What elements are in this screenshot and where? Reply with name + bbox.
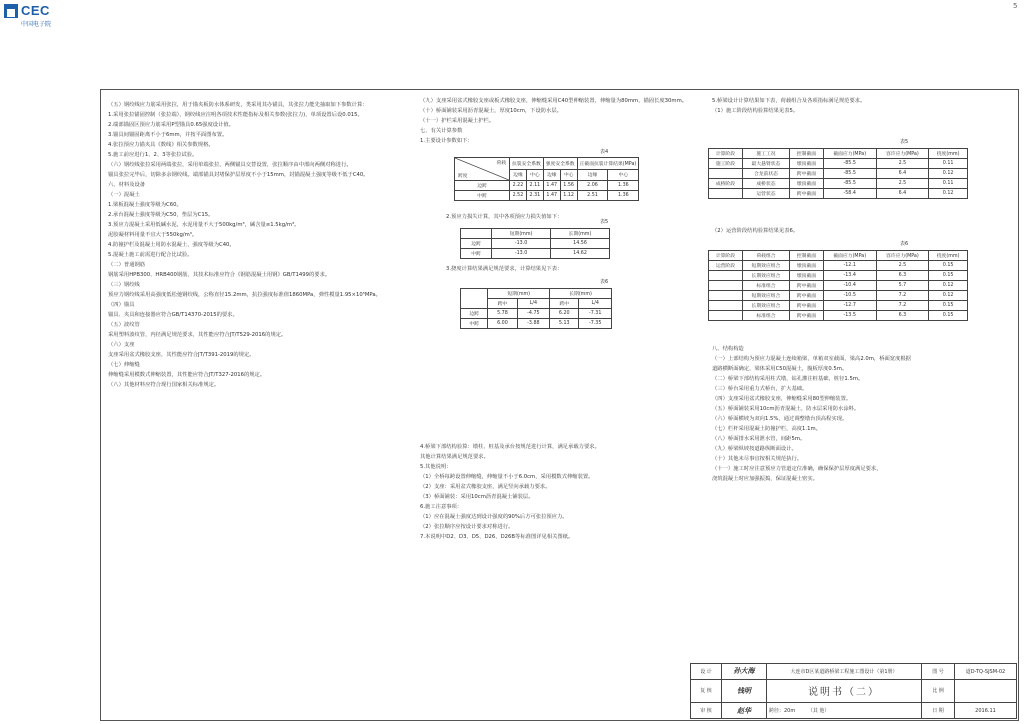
label-review: 审 核 bbox=[691, 703, 722, 719]
table-cell: -85.5 bbox=[823, 179, 876, 189]
table-cell bbox=[709, 189, 743, 199]
text-line: （十一）护栏采用混凝土护栏。 bbox=[420, 118, 495, 124]
table-cell: -13.5 bbox=[823, 311, 876, 321]
text-line: （三）钢绞线 bbox=[108, 282, 140, 288]
table-cell: 长期效应组合 bbox=[742, 301, 789, 311]
signature-checker: 钱明 bbox=[722, 679, 767, 702]
table-header-cell: 长期(mm) bbox=[551, 229, 610, 239]
header-strength-safety: 强度安全系数 bbox=[543, 158, 577, 170]
text-line: （五）桥面铺装采用10cm沥青混凝土，防水层采用防水涂料。 bbox=[712, 406, 860, 412]
text-line: （三）桥台采用重力式桥台，扩大基础。 bbox=[712, 386, 808, 392]
table-cell: 14.62 bbox=[551, 249, 610, 259]
table-cell: 最大悬臂状态 bbox=[742, 159, 789, 169]
table-cell: 0.11 bbox=[929, 159, 968, 169]
table-cell: 6.3 bbox=[876, 311, 929, 321]
span-length: 跨径：20m bbox=[769, 708, 796, 715]
table-row bbox=[709, 301, 968, 311]
table-cell: 6.3 bbox=[876, 271, 929, 281]
table-row bbox=[461, 319, 612, 329]
table-7-caption: 表5 bbox=[900, 139, 909, 145]
title-block bbox=[690, 663, 1017, 719]
table-cell: 0.12 bbox=[929, 189, 968, 199]
text-line: 5.混凝土施工前需进行配合比试验。 bbox=[108, 252, 193, 258]
text-line: （一）混凝土 bbox=[108, 192, 140, 198]
text-line: 伸缩缝采用模数式伸缩装置，其性能应符合JT/T327-2016的规定。 bbox=[108, 372, 266, 378]
table-cell: 6.4 bbox=[876, 189, 929, 199]
table-cell: -13.0 bbox=[492, 239, 551, 249]
text-line: （六）钢绞线张拉采用两端张拉，采用单端张拉，两侧锚具交替设置，张拉顺序由中部向两侧对称进行。 bbox=[108, 162, 352, 168]
table-cell: 短期效应组合 bbox=[742, 261, 789, 271]
table-header-cell: 容许应力(MPa) bbox=[876, 149, 929, 159]
table-cell: 2.31 bbox=[526, 191, 543, 201]
table-cell: 短期效应组合 bbox=[742, 291, 789, 301]
scale-value bbox=[955, 679, 1017, 702]
table-cell: 2.5 bbox=[876, 261, 929, 271]
text-line: （十）桥面铺装采用沥青混凝土，厚度10cm，下设防水层。 bbox=[420, 108, 562, 114]
text-line: 泥胶凝材料用量不宜大于550kg/m³。 bbox=[108, 232, 198, 238]
table-cell: 1.12 bbox=[560, 191, 577, 201]
table-row bbox=[709, 189, 968, 199]
text-line: 其他计算结果满足规范要求。 bbox=[420, 454, 489, 460]
signature-designer: 孙大海 bbox=[722, 664, 767, 680]
text-line: （一）上部结构为预应力混凝土连续箱梁，单箱双室截面，梁高2.0m，桥面宽度根据 bbox=[712, 356, 911, 362]
table-cell: 7.2 bbox=[876, 301, 929, 311]
table-row bbox=[455, 181, 639, 191]
table-cell: 跨中截面 bbox=[790, 291, 824, 301]
text-line: （四）锚具 bbox=[108, 302, 135, 308]
header-span: 跨度 bbox=[458, 174, 468, 179]
text-column-2-top bbox=[420, 96, 710, 146]
text-line: 2.承台混凝土强度等级为C50，垫层为C15。 bbox=[108, 212, 214, 218]
table-header-cell: 控制截面 bbox=[790, 251, 824, 261]
text-line: 4.防撞护栏及混凝土用防水混凝土，强度等级为C40。 bbox=[108, 242, 235, 248]
note-table-8: （2）运营阶段结构验算结果见表6。 bbox=[712, 228, 799, 234]
text-line: （2）支座：采用盆式橡胶支座，满足竖向承载力要求。 bbox=[420, 484, 551, 490]
table-header-cell: 荷载组合 bbox=[742, 251, 789, 261]
table-cell: -7.31 bbox=[579, 309, 612, 319]
diagonal-header-cell bbox=[455, 158, 510, 181]
table-header-cell: L/4 bbox=[579, 299, 612, 309]
table-header-cell: 中心 bbox=[560, 169, 577, 181]
table-header-cell: 容许应力(MPa) bbox=[876, 251, 929, 261]
table-cell: 标准组合 bbox=[742, 281, 789, 291]
table-header-cell: 中心 bbox=[526, 169, 543, 181]
table-cell: -7.35 bbox=[579, 319, 612, 329]
company-logo bbox=[4, 2, 64, 34]
text-line: 4.桥梁下部结构验算：墩柱、桩基及承台按规范进行计算，满足承载力要求。 bbox=[420, 444, 600, 450]
table-cell: 中跨 bbox=[461, 249, 492, 259]
table-cell: 0.15 bbox=[929, 311, 968, 321]
table-cell: 成桥阶段 bbox=[709, 179, 743, 189]
table-cell: 边跨 bbox=[461, 309, 488, 319]
text-line: （八）桥面排水采用泄水管，间距5m。 bbox=[712, 436, 806, 442]
table-6-corner bbox=[461, 289, 488, 309]
text-line: （十）其他未尽事宜按相关规范执行。 bbox=[712, 456, 803, 462]
table-cell: 0.15 bbox=[929, 301, 968, 311]
table-cell: 5.78 bbox=[488, 309, 517, 319]
table-header-cell: 截面应力(MPa) bbox=[823, 149, 876, 159]
table-cell: 跨中截面 bbox=[790, 281, 824, 291]
text-line: 5.施工前应进行1、2、3等张拉试验。 bbox=[108, 152, 198, 158]
table-cell: 墩顶截面 bbox=[790, 271, 824, 281]
text-line: （七）伸缩缝 bbox=[108, 362, 140, 368]
text-line: 5.桥梁设计计算结果如下表，荷载组合及各项指标满足规范要求。 bbox=[712, 98, 866, 104]
table-row bbox=[709, 159, 968, 169]
table-cell: 2.52 bbox=[510, 191, 527, 201]
table-cell: 运营阶段 bbox=[709, 261, 743, 271]
table-cell: 0.12 bbox=[929, 281, 968, 291]
text-line: （1）施工阶段结构验算结果见表5。 bbox=[712, 108, 799, 114]
text-line: 5.其他说明： bbox=[420, 464, 452, 470]
table-cell bbox=[709, 169, 743, 179]
table-cell bbox=[709, 291, 743, 301]
table-cell: 2.11 bbox=[526, 181, 543, 191]
header-short: 短期(mm) bbox=[488, 289, 550, 299]
text-line: 7.本说明中D2、D3、D5、D26、D26B等标准图详见相关图纸。 bbox=[420, 534, 574, 540]
table-cell: 1.47 bbox=[543, 181, 560, 191]
table-cell: 墩顶截面 bbox=[790, 159, 824, 169]
logo-subtext: 中国电子院 bbox=[21, 21, 52, 28]
table-header-cell: 挠度(mm) bbox=[929, 149, 968, 159]
date-value: 2016.11 bbox=[955, 703, 1017, 719]
table-header-cell: 中心 bbox=[608, 169, 639, 181]
table-cell: 边跨 bbox=[455, 181, 510, 191]
label-date: 日 期 bbox=[922, 703, 955, 719]
text-line: （1）应在混凝土强度达到设计强度的90%后方可张拉预应力。 bbox=[420, 514, 568, 520]
table-cell bbox=[709, 271, 743, 281]
text-column-2-bottom bbox=[420, 442, 710, 542]
header-long: 长期(mm) bbox=[550, 289, 612, 299]
table-cell: 1.36 bbox=[608, 181, 639, 191]
text-line: （九）支座采用盆式橡胶支座或板式橡胶支座，伸缩缝采用C40型伸缩装置，伸缩量为80mm，锚固长度30mm。 bbox=[420, 98, 688, 104]
note-2: 2.预应力损失计算，其中各项预应力损失值如下： bbox=[446, 214, 563, 220]
header-crack-result: 正截面抗裂计算结果(MPa) bbox=[577, 158, 639, 170]
label-check: 复 核 bbox=[691, 679, 722, 702]
table-cell: -12.1 bbox=[823, 261, 876, 271]
text-line: （1）全桥每跨设置伸缩缝，伸缩量不小于6.0cm，采用模数式伸缩装置。 bbox=[420, 474, 594, 480]
table-row bbox=[461, 249, 610, 259]
table-cell: -13.0 bbox=[492, 249, 551, 259]
table-header-cell: 控制截面 bbox=[790, 149, 824, 159]
text-line: 道路横断面确定，梁体采用C50混凝土，腹板厚度0.5m。 bbox=[712, 366, 848, 372]
text-line: （四）支座采用盆式橡胶支座，伸缩缝采用80型伸缩装置。 bbox=[712, 396, 852, 402]
table-header-cell: 跨中 bbox=[488, 299, 517, 309]
text-line: 浇筑混凝土时应加强振捣，保证混凝土密实。 bbox=[712, 476, 818, 482]
table-cell: -85.5 bbox=[823, 159, 876, 169]
label-scale: 比 例 bbox=[922, 679, 955, 702]
header-load: 荷载 bbox=[496, 161, 506, 166]
table-8 bbox=[708, 250, 968, 321]
label-drawing-no: 图 号 bbox=[922, 664, 955, 680]
text-line: （七）栏杆采用混凝土防撞护栏，高度1.1m。 bbox=[712, 426, 821, 432]
table-row bbox=[461, 239, 610, 249]
drawing-number: 道D-TQ-SJSM-02 bbox=[955, 664, 1017, 680]
table-cell: 中跨 bbox=[455, 191, 510, 201]
text-line: （六）支座 bbox=[108, 342, 135, 348]
text-line: 八、结构构造 bbox=[712, 346, 744, 352]
table-header-cell: 跨中 bbox=[550, 299, 579, 309]
table-cell: 成桥状态 bbox=[742, 179, 789, 189]
table-cell: 0.15 bbox=[929, 261, 968, 271]
table-header-cell: 计算阶段 bbox=[709, 251, 743, 261]
text-line: 1.梁板混凝土强度等级为C60。 bbox=[108, 202, 182, 208]
text-line: （3）桥面铺装：采用10cm沥青混凝土铺装层。 bbox=[420, 494, 534, 500]
table-cell bbox=[709, 281, 743, 291]
table-header-cell: 截面应力(MPa) bbox=[823, 251, 876, 261]
table-cell: 边跨 bbox=[461, 239, 492, 249]
table-row bbox=[709, 261, 968, 271]
table-header-cell: 短期(mm) bbox=[492, 229, 551, 239]
table-cell: 2.5 bbox=[876, 159, 929, 169]
table-row bbox=[709, 169, 968, 179]
text-line: 2.端部锚固区预应力筋采用P型锚具0.65强度设计值。 bbox=[108, 122, 234, 128]
table-header-cell: 挠度(mm) bbox=[929, 251, 968, 261]
logo-text: CEC bbox=[21, 3, 50, 18]
table-cell: 6.20 bbox=[550, 309, 579, 319]
table-cell: 施工阶段 bbox=[709, 159, 743, 169]
text-line: 六、材料及设备 bbox=[108, 182, 146, 188]
drawing-title: 说明书（二） bbox=[767, 679, 922, 702]
text-column-3-top bbox=[712, 96, 1012, 116]
table-4 bbox=[454, 157, 639, 201]
table-cell: 2.22 bbox=[510, 181, 527, 191]
table-cell: 2.5 bbox=[876, 179, 929, 189]
text-line: 1.主要设计参数如下： bbox=[420, 138, 473, 144]
table-row bbox=[709, 291, 968, 301]
text-line: 七、有关计算参数 bbox=[420, 128, 463, 134]
table-cell bbox=[709, 311, 743, 321]
project-name: 大连市D区某道路桥梁工程施工图设计（第1册） bbox=[767, 664, 922, 680]
table-cell: 长期效应组合 bbox=[742, 271, 789, 281]
text-line: （二）普通钢筋 bbox=[108, 262, 146, 268]
text-line: （十一）施工时应注意预应力管道定位准确，确保保护层厚度满足要求， bbox=[712, 466, 882, 472]
text-line: （五）钢绞线应力筋采用张拉，用于锚夹板防水体系研发，类采用其办锚具，其张拉力能先抽取如下参数计算： bbox=[108, 102, 368, 108]
table-cell: 合龙前状态 bbox=[742, 169, 789, 179]
table-cell: 标准组合 bbox=[742, 311, 789, 321]
table-6 bbox=[460, 288, 612, 329]
table-7 bbox=[708, 148, 968, 199]
table-cell: -4.75 bbox=[517, 309, 550, 319]
table-row bbox=[709, 179, 968, 189]
table-cell: 2.06 bbox=[577, 181, 608, 191]
span-note bbox=[767, 703, 922, 719]
table-header-cell: L/4 bbox=[517, 299, 550, 309]
text-column-3-bottom bbox=[712, 344, 1012, 484]
table-cell: -3.88 bbox=[517, 319, 550, 329]
text-line: 3.锚具间锚固距离不小于6mm，并按平面图布置。 bbox=[108, 132, 228, 138]
label-design: 设 计 bbox=[691, 664, 722, 680]
table-cell: -10.5 bbox=[823, 291, 876, 301]
header-crack-safety: 抗裂安全系数 bbox=[510, 158, 544, 170]
signature-reviewer: 赵华 bbox=[722, 703, 767, 719]
table-cell: 5.7 bbox=[876, 281, 929, 291]
text-line: 锚具张拉完毕后，切除多余钢绞线。端部锚具封堵保护层厚度不小于15mm，封锚混凝土强度等级不低于C40。 bbox=[108, 172, 369, 178]
table-cell: -12.7 bbox=[823, 301, 876, 311]
table-header-cell bbox=[461, 229, 492, 239]
table-cell: -13.4 bbox=[823, 271, 876, 281]
table-cell: 0.12 bbox=[929, 291, 968, 301]
text-line: （二）桥梁下部结构采用柱式墩，钻孔灌注桩基础，桩径1.5m。 bbox=[712, 376, 864, 382]
table-cell: 跨中截面 bbox=[790, 189, 824, 199]
table-row bbox=[709, 271, 968, 281]
text-line: （六）桥面横坡为双向1.5%，通过调整墩台顶高程实现。 bbox=[712, 416, 848, 422]
text-line: 采用塑料波纹管，内径满足规范要求，其性能应符合JT/T529-2016的规定。 bbox=[108, 332, 287, 338]
table-header-cell: 边缘 bbox=[510, 169, 527, 181]
table-row bbox=[455, 191, 639, 201]
text-line: 4.张拉预应力锚夹具《数线》相关参数规格。 bbox=[108, 142, 214, 148]
text-line: 6.施工注意事项： bbox=[420, 504, 463, 510]
text-line: （八）其他材料应符合现行国家相关标准规定。 bbox=[108, 382, 220, 388]
table-row bbox=[461, 309, 612, 319]
table-row bbox=[709, 311, 968, 321]
table-cell: 1.47 bbox=[543, 191, 560, 201]
table-cell: 1.36 bbox=[608, 191, 639, 201]
table-cell: -10.4 bbox=[823, 281, 876, 291]
table-cell: 墩顶截面 bbox=[790, 261, 824, 271]
table-cell: 1.56 bbox=[560, 181, 577, 191]
table-cell: -58.4 bbox=[823, 189, 876, 199]
table-cell: 5.13 bbox=[550, 319, 579, 329]
table-5-caption: 表5 bbox=[600, 219, 609, 225]
table-cell: 6.4 bbox=[876, 169, 929, 179]
text-line: 支座采用盆式橡胶支座，其性能应符合JT/T391-2019的规定。 bbox=[108, 352, 255, 358]
table-cell: 7.2 bbox=[876, 291, 929, 301]
table-6-caption: 表6 bbox=[600, 279, 609, 285]
table-header-cell: 边缘 bbox=[543, 169, 560, 181]
table-cell: 0.12 bbox=[929, 169, 968, 179]
table-header-cell: 边缘 bbox=[577, 169, 608, 181]
text-line: （五）波纹管 bbox=[108, 322, 140, 328]
table-cell: -85.5 bbox=[823, 169, 876, 179]
table-cell: 6.00 bbox=[488, 319, 517, 329]
text-line: 预应力钢绞线采用高强度低松弛钢绞线，公称直径15.2mm，抗拉强度标准值1860MPa，弹性模量1.95×10⁵MPa。 bbox=[108, 292, 381, 298]
table-cell: 跨中截面 bbox=[790, 311, 824, 321]
table-cell: 14.56 bbox=[551, 239, 610, 249]
other-note: （其 他） bbox=[810, 708, 830, 715]
table-cell: 0.11 bbox=[929, 179, 968, 189]
table-row bbox=[709, 281, 968, 291]
table-cell: 运营状态 bbox=[742, 189, 789, 199]
table-cell: 中跨 bbox=[461, 319, 488, 329]
text-line: （2）张拉顺序应按设计要求对称进行。 bbox=[420, 524, 514, 530]
logo-mark-icon bbox=[4, 4, 18, 18]
table-4-caption: 表4 bbox=[600, 149, 609, 155]
table-cell: 2.51 bbox=[577, 191, 608, 201]
table-5 bbox=[460, 228, 610, 259]
text-line: 锚具、夹具和连接器应符合GB/T14370-2015的要求。 bbox=[108, 312, 238, 318]
text-column-1 bbox=[108, 100, 408, 390]
table-cell: 跨中截面 bbox=[790, 169, 824, 179]
table-cell: 跨中截面 bbox=[790, 301, 824, 311]
table-cell bbox=[709, 301, 743, 311]
table-cell: 墩顶截面 bbox=[790, 179, 824, 189]
table-8-caption: 表6 bbox=[900, 241, 909, 247]
table-header-cell: 施工工况 bbox=[742, 149, 789, 159]
table-header-cell: 计算阶段 bbox=[709, 149, 743, 159]
note-3: 3.挠度计算结果满足规范要求，计算结果见下表： bbox=[446, 266, 563, 272]
page-number: 5 bbox=[1013, 2, 1018, 10]
text-line: 3.预应力混凝土采用低碱水泥，水泥用量不大于500kg/m³，碱含量≤1.5kg/m³。 bbox=[108, 222, 300, 228]
table-cell: 0.15 bbox=[929, 271, 968, 281]
text-line: 1.采用张拉锚固控制（张拉端），钢绞线应注明各项技术性能指标及相关参数(张拉力)，单项设置后设0.015。 bbox=[108, 112, 363, 118]
text-line: （九）桥梁纵坡按道路纵断面设计。 bbox=[712, 446, 797, 452]
text-line: 钢筋采用HPB300、HRB400钢筋，其技术标准应符合《钢筋混凝土用钢》GB/T1499的要求。 bbox=[108, 272, 331, 278]
